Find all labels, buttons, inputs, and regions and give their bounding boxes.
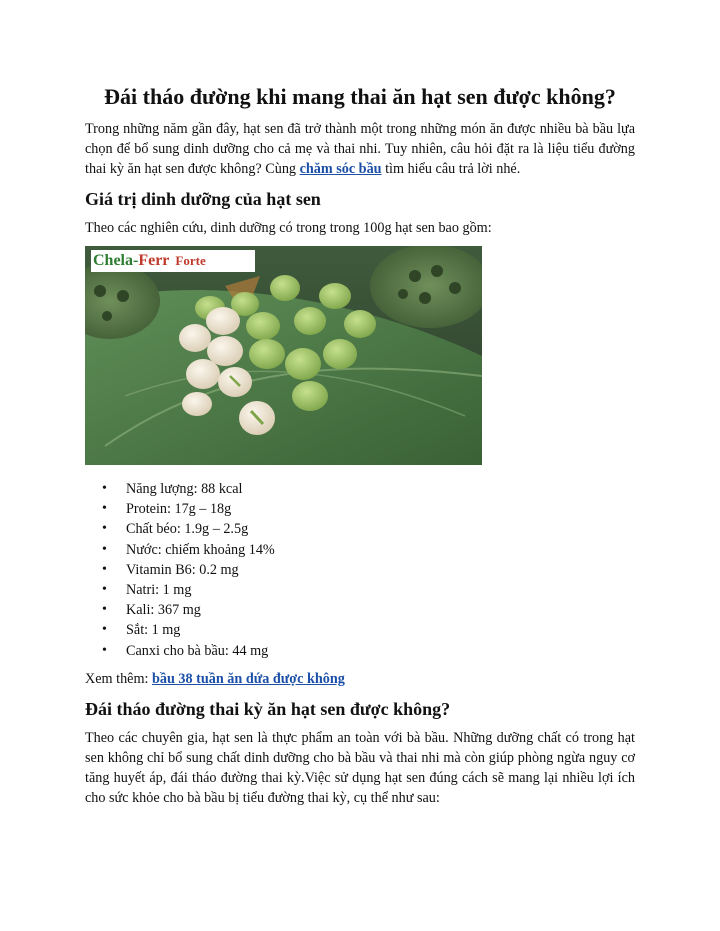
see-more-link[interactable]: bầu 38 tuần ăn dứa được không [151,670,345,687]
section2-heading: Đái tháo đường thai kỳ ăn hạt sen được không? [85,698,451,719]
intro-paragraph [85,119,635,179]
logo-part-3: Forte [175,253,206,268]
logo-part-2: Ferr [138,252,170,269]
intro-link[interactable]: chăm sóc bầu [299,161,382,177]
lotus-seeds-image [85,246,482,465]
list-item: • Vitamin B6: 0.2 mg [85,560,635,580]
article-body [85,84,635,808]
intro-text-start: Trong những năm gần đây, hạt sen đã trở thành một trong những món ăn được nhiều bà bầu lựa chọn để bổ sung dinh dưỡng cho cả mẹ và thai nhi. Tuy nhiên, câu hỏi đặt ra là liệu tiểu đường thai kỳ ăn hạt sen được không? Cùng [85,121,635,177]
logo-part-1: Chela- [93,252,139,269]
intro-text-end: tìm hiểu câu trả lời nhé. [381,161,521,177]
article-title: Đái tháo đường khi mang thai ăn hạt sen được không? [104,84,616,109]
nutrient-list [85,479,635,661]
list-item: • Năng lượng: 88 kcal [85,479,635,499]
section1-lead: Theo các nghiên cứu, dinh dưỡng có trong trong 100g hạt sen bao gồm: [85,220,492,236]
see-more-label: Xem thêm: [85,670,152,687]
list-item: • Kali: 367 mg [85,600,635,620]
section2-paragraph: Theo các chuyên gia, hạt sen là thực phẩm an toàn với bà bầu. Những dưỡng chất có trong hạt sen không chỉ bổ sung chất dinh dưỡng cho bà bầu và thai nhi mà còn giúp phòng ngừa nguy cơ tăng huyết áp, đái tháo đường thai kỳ.Việc sử dụng hạt sen đúng cách sẽ mang lại nhiều lợi ích cho sức khỏe cho bà bầu bị tiểu đường thai kỳ, cụ thể như sau: [85,729,635,806]
list-item: • Sắt: 1 mg [85,620,635,640]
list-item: • Canxi cho bà bầu: 44 mg [85,641,635,661]
list-item: • Natri: 1 mg [85,580,635,600]
brand-logo [93,251,206,271]
section1-heading: Giá trị dinh dưỡng của hạt sen [85,189,321,209]
list-item: • Protein: 17g – 18g [85,499,635,519]
list-item: • Chất béo: 1.9g – 2.5g [85,519,635,539]
list-item: • Nước: chiếm khoảng 14% [85,540,635,560]
see-more-line [85,669,635,689]
